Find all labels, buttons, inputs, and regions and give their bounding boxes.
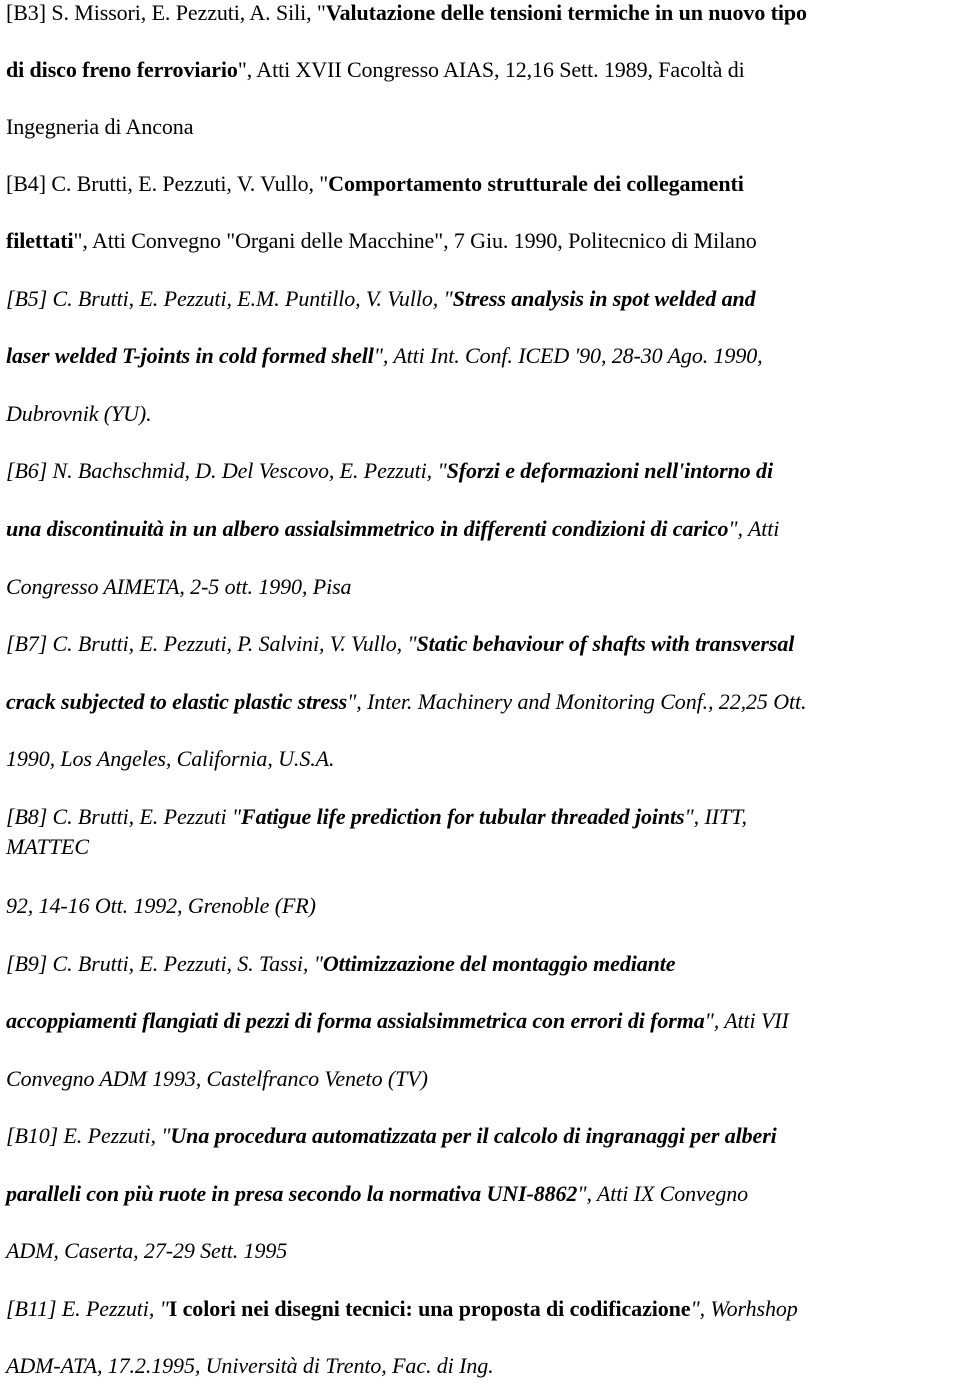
reference-line: [B10] E. Pezzuti, "Una procedura automatizzata per il calcolo di ingranaggi per alberi <box>6 1123 777 1148</box>
reference-line: Ingegneria di Ancona <box>6 114 194 139</box>
reference-line: [B4] C. Brutti, E. Pezzuti, V. Vullo, "Comportamento strutturale dei collegamenti <box>6 171 744 196</box>
reference-line: 92, 14-16 Ott. 1992, Grenoble (FR) <box>6 893 316 918</box>
reference-line: Convegno ADM 1993, Castelfranco Veneto (TV) <box>6 1066 428 1091</box>
reference-line: [B5] C. Brutti, E. Pezzuti, E.M. Puntillo, V. Vullo, "Stress analysis in spot welded and <box>6 286 756 311</box>
reference-line: [B6] N. Bachschmid, D. Del Vescovo, E. Pezzuti, "Sforzi e deformazioni nell'intorno di <box>6 458 773 483</box>
reference-line: filettati", Atti Convegno "Organi delle Macchine", 7 Giu. 1990, Politecnico di Milano <box>6 228 757 253</box>
reference-line: [B8] C. Brutti, E. Pezzuti "Fatigue life prediction for tubular threaded joints", IITT, <box>6 804 747 829</box>
reference-line: [B3] S. Missori, E. Pezzuti, A. Sili, "Valutazione delle tensioni termiche in un nuovo tipo <box>6 0 807 25</box>
reference-line: laser welded T-joints in cold formed shell", Atti Int. Conf. ICED '90, 28-30 Ago. 1990, <box>6 343 763 368</box>
reference-line: ADM-ATA, 17.2.1995, Università di Trento, Fac. di Ing. <box>6 1353 494 1378</box>
reference-line: MATTEC <box>6 834 89 859</box>
reference-line: Dubrovnik (YU). <box>6 401 152 426</box>
reference-line: [B9] C. Brutti, E. Pezzuti, S. Tassi, "Ottimizzazione del montaggio mediante <box>6 951 676 976</box>
reference-line: di disco freno ferroviario", Atti XVII Congresso AIAS, 12,16 Sett. 1989, Facoltà di <box>6 57 745 82</box>
reference-line: paralleli con più ruote in presa secondo la normativa UNI-8862", Atti IX Convegno <box>6 1181 749 1206</box>
reference-line: [B7] C. Brutti, E. Pezzuti, P. Salvini, V. Vullo, "Static behaviour of shafts with transversal <box>6 631 795 656</box>
reference-line: 1990, Los Angeles, California, U.S.A. <box>6 746 335 771</box>
reference-line: Congresso AIMETA, 2-5 ott. 1990, Pisa <box>6 574 352 599</box>
reference-line: ADM, Caserta, 27-29 Sett. 1995 <box>6 1238 288 1263</box>
reference-line: una discontinuità in un albero assialsimmetrico in differenti condizioni di carico", Atti <box>6 516 780 541</box>
reference-line: accoppiamenti flangiati di pezzi di forma assialsimmetrica con errori di forma", Atti VII <box>6 1008 789 1033</box>
reference-line: [B11] E. Pezzuti, "I colori nei disegni tecnici: una proposta di codificazione", Worhshop <box>6 1296 798 1321</box>
reference-line: crack subjected to elastic plastic stress", Inter. Machinery and Monitoring Conf., 22,25 Ott. <box>6 689 807 714</box>
